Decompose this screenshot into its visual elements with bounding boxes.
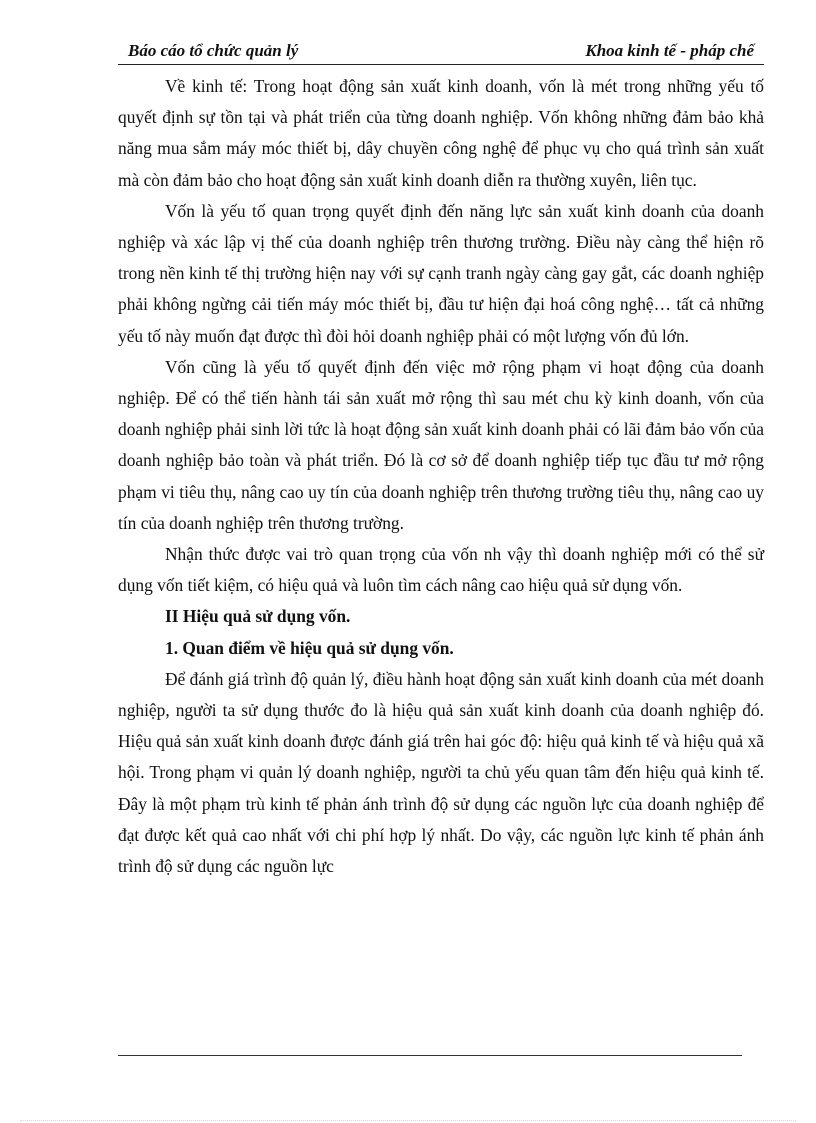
footer-divider — [118, 1055, 742, 1056]
subsection-heading: 1. Quan điểm về hiệu quả sử dụng vốn. — [165, 637, 454, 658]
paragraph-economic-role: Về kinh tế: Trong hoạt động sản xuất kinh doanh, vốn là mét trong những yếu tố quyết định sự tồn tại và phát triển của từng doanh nghiệp. Vốn không những đảm bảo khả năng mua sắm máy móc thiết bị, dây chuyền công nghệ để phục vụ cho quá trình sản xuất mà còn đảm bảo cho hoạt động sản xuất kinh doanh diễn ra thường xuyên, liên tục. — [118, 76, 764, 190]
paragraph-efficiency: Để đánh giá trình độ quản lý, điều hành hoạt động sản xuất kinh doanh của mét doanh nghiệp, người ta sử dụng thước đo là hiệu quả sản xuất kinh doanh của doanh nghiệp đó. Hiệu quả sản xuất kinh doanh được đánh giá trên hai góc độ: hiệu quả kinh tế và hiệu quả xã hội. Trong phạm vi quản lý doanh nghiệp, người ta chủ yếu quan tâm đến hiệu quả kinh tế. Đây là một phạm trù kinh tế phản ánh trình độ sử dụng các nguồn lực của doanh nghiệp để đạt được kết quả cao nhất với chi phí hợp lý nhất. Do vậy, các nguồn lực kinh tế phản ánh trình độ sử dụng các nguồn lực — [118, 668, 764, 877]
page-boundary — [20, 1120, 796, 1121]
header-report-title: Báo cáo tổ chức quản lý — [128, 41, 299, 60]
paragraph-expansion: Vốn cũng là yếu tố quyết định đến việc mở rộng phạm vi hoạt động của doanh nghiệp. Để có thể tiến hành tái sản xuất mở rộng thì sau mét chu kỳ kinh doanh, vốn của doanh nghiệp phải sinh lời tức là hoạt động sản xuất kinh doanh phải có lãi đảm bảo vốn của doanh nghiệp bảo toàn và phát triển. Đó là cơ sở để doanh nghiệp tiếp tục đầu tư mở rộng phạm vi tiêu thụ, nâng cao uy tín của doanh nghiệp trên thương trường tiêu thụ, nâng cao uy tín của doanh nghiệp trên thương trường. — [118, 356, 764, 533]
document-body — [118, 71, 764, 882]
header-department: Khoa kinh tế - pháp chế — [585, 41, 754, 60]
paragraph-awareness: Nhận thức được vai trò quan trọng của vốn nh vậy thì doanh nghiệp mới có thể sử dụng vốn tiết kiệm, có hiệu quả và luôn tìm cách nâng cao hiệu quả sử dụng vốn. — [118, 544, 764, 596]
page-header — [118, 40, 764, 66]
section-heading: II Hiệu quả sử dụng vốn. — [165, 606, 351, 627]
header-divider — [118, 64, 764, 65]
paragraph-capacity: Vốn là yếu tố quan trọng quyết định đến năng lực sản xuất kinh doanh của doanh nghiệp và xác lập vị thế của doanh nghiệp trên thương trường. Điều này càng thể hiện rõ trong nền kinh tế thị trường hiện nay với sự cạnh tranh ngày càng gay gắt, các doanh nghiệp phải không ngừng cải tiến máy móc thiết bị, đầu tư hiện đại hoá công nghệ… tất cả những yếu tố này muốn đạt được thì đòi hỏi doanh nghiệp phải có một lượng vốn đủ lớn. — [118, 200, 764, 346]
